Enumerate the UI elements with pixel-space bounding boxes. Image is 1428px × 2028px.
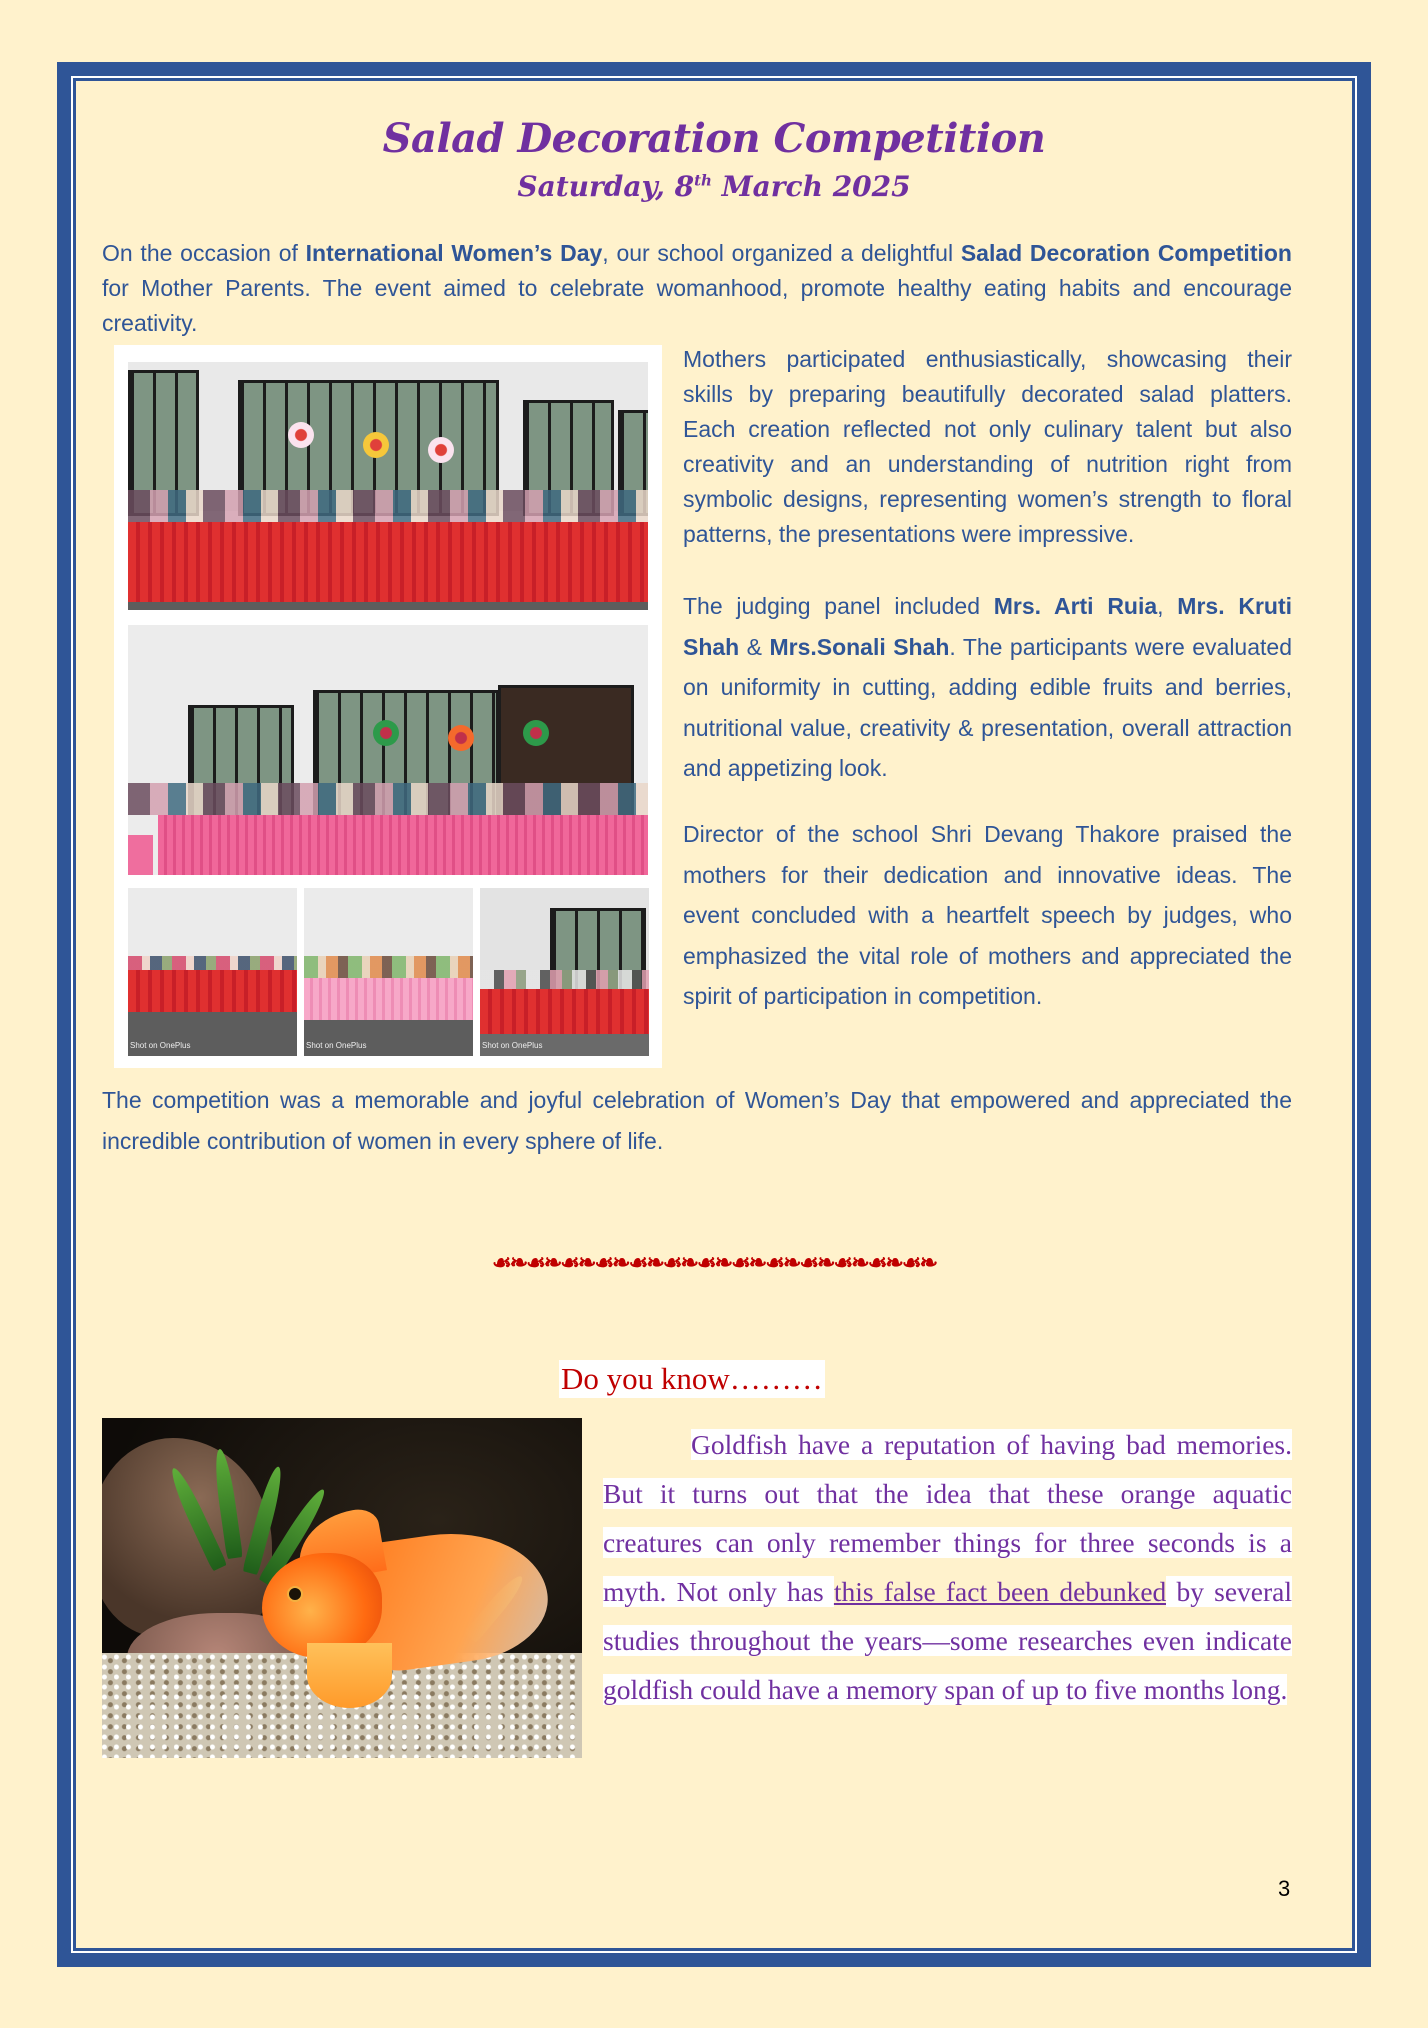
photo-watermark: Shot on OnePlus <box>130 1041 191 1050</box>
page-title: Salad Decoration Competition <box>382 115 1046 162</box>
decorative-divider: ☙❧☙❧☙❧☙❧☙❧☙❧☙❧☙❧☙❧☙❧☙❧☙❧☙❧ <box>491 1250 937 1276</box>
intro-text: , our school organized a delightful <box>602 240 961 266</box>
event-photo-2 <box>128 625 648 875</box>
goldfish-fact-paragraph <box>603 1420 1292 1714</box>
judging-text: , <box>1157 593 1178 619</box>
fact-text: by several studies throughout the years—some researches even indicate goldfish could have a memory span of up to five months long. <box>603 1576 1292 1705</box>
event-date-month-year: March 2025 <box>711 170 911 203</box>
debunked-link[interactable]: this false fact been debunked <box>833 1576 1167 1607</box>
fact-text: Goldfish have a reputation of having bad memories. But it turns out that the idea that these orange aquatic creatures can only remember things for three seconds is a myth. Not only has <box>603 1429 1292 1607</box>
event-date-day: Saturday, 8 <box>517 170 695 203</box>
photo-watermark: Shot on OnePlus <box>306 1041 367 1050</box>
photo-watermark: Shot on OnePlus <box>482 1041 543 1050</box>
event-date <box>0 170 1428 203</box>
intro-paragraph <box>102 236 1292 341</box>
judging-text: . The participants were evaluated on uniformity in cutting, adding edible fruits and berries, nutritional value, creativity & presentation, overall attraction and appetizing look. <box>683 633 1292 781</box>
paragraph-director: Director of the school Shri Devang Thakore praised the mothers for their dedication and innovative ideas. The event concluded with a heartfelt speech by judges, who emphasized the vital role of mothers and appreciated the spirit of participation in competition. <box>683 821 1292 1009</box>
judging-text: The judging panel included <box>683 593 994 619</box>
paragraph-mothers: Mothers participated enthusiastically, showcasing their skills by preparing beautifully decorated salad platters. Each creation reflected not only culinary talent but also creativity and an understanding of nutrition right from symbolic designs, representing women’s strength to floral patterns, the presentations were impressive. <box>683 346 1292 547</box>
judge-name: Mrs. Kruti Shah <box>683 593 1292 660</box>
intro-text: On the occasion of <box>102 240 306 266</box>
photo-collage <box>114 345 662 1068</box>
intro-bold-competition: Salad Decoration Competition <box>960 240 1292 266</box>
do-you-know-heading: Do you know……… <box>561 1361 823 1396</box>
judge-name: Mrs.Sonali Shah <box>769 633 950 660</box>
event-date-ordinal: th <box>694 171 712 190</box>
intro-text: for Mother Parents. The event aimed to celebrate womanhood, promote healthy eating habits and encourage creativity. <box>102 275 1292 336</box>
event-photo-4 <box>304 888 473 1056</box>
judging-text: & <box>739 633 770 660</box>
intro-bold-womens-day: International Women’s Day <box>305 240 603 266</box>
closing-paragraph: The competition was a memorable and joyful celebration of Women’s Day that empowered and appreciated the incredible contribution of women in every sphere of life. <box>102 1087 1292 1154</box>
event-photo-3 <box>128 888 297 1056</box>
event-photo-5 <box>480 888 649 1056</box>
goldfish-image <box>102 1418 582 1758</box>
paragraph-judging-panel <box>683 586 1292 789</box>
judge-name: Mrs. Arti Ruia <box>993 593 1158 619</box>
page-number: 3 <box>1278 1876 1291 1901</box>
event-photo-1 <box>128 362 648 610</box>
